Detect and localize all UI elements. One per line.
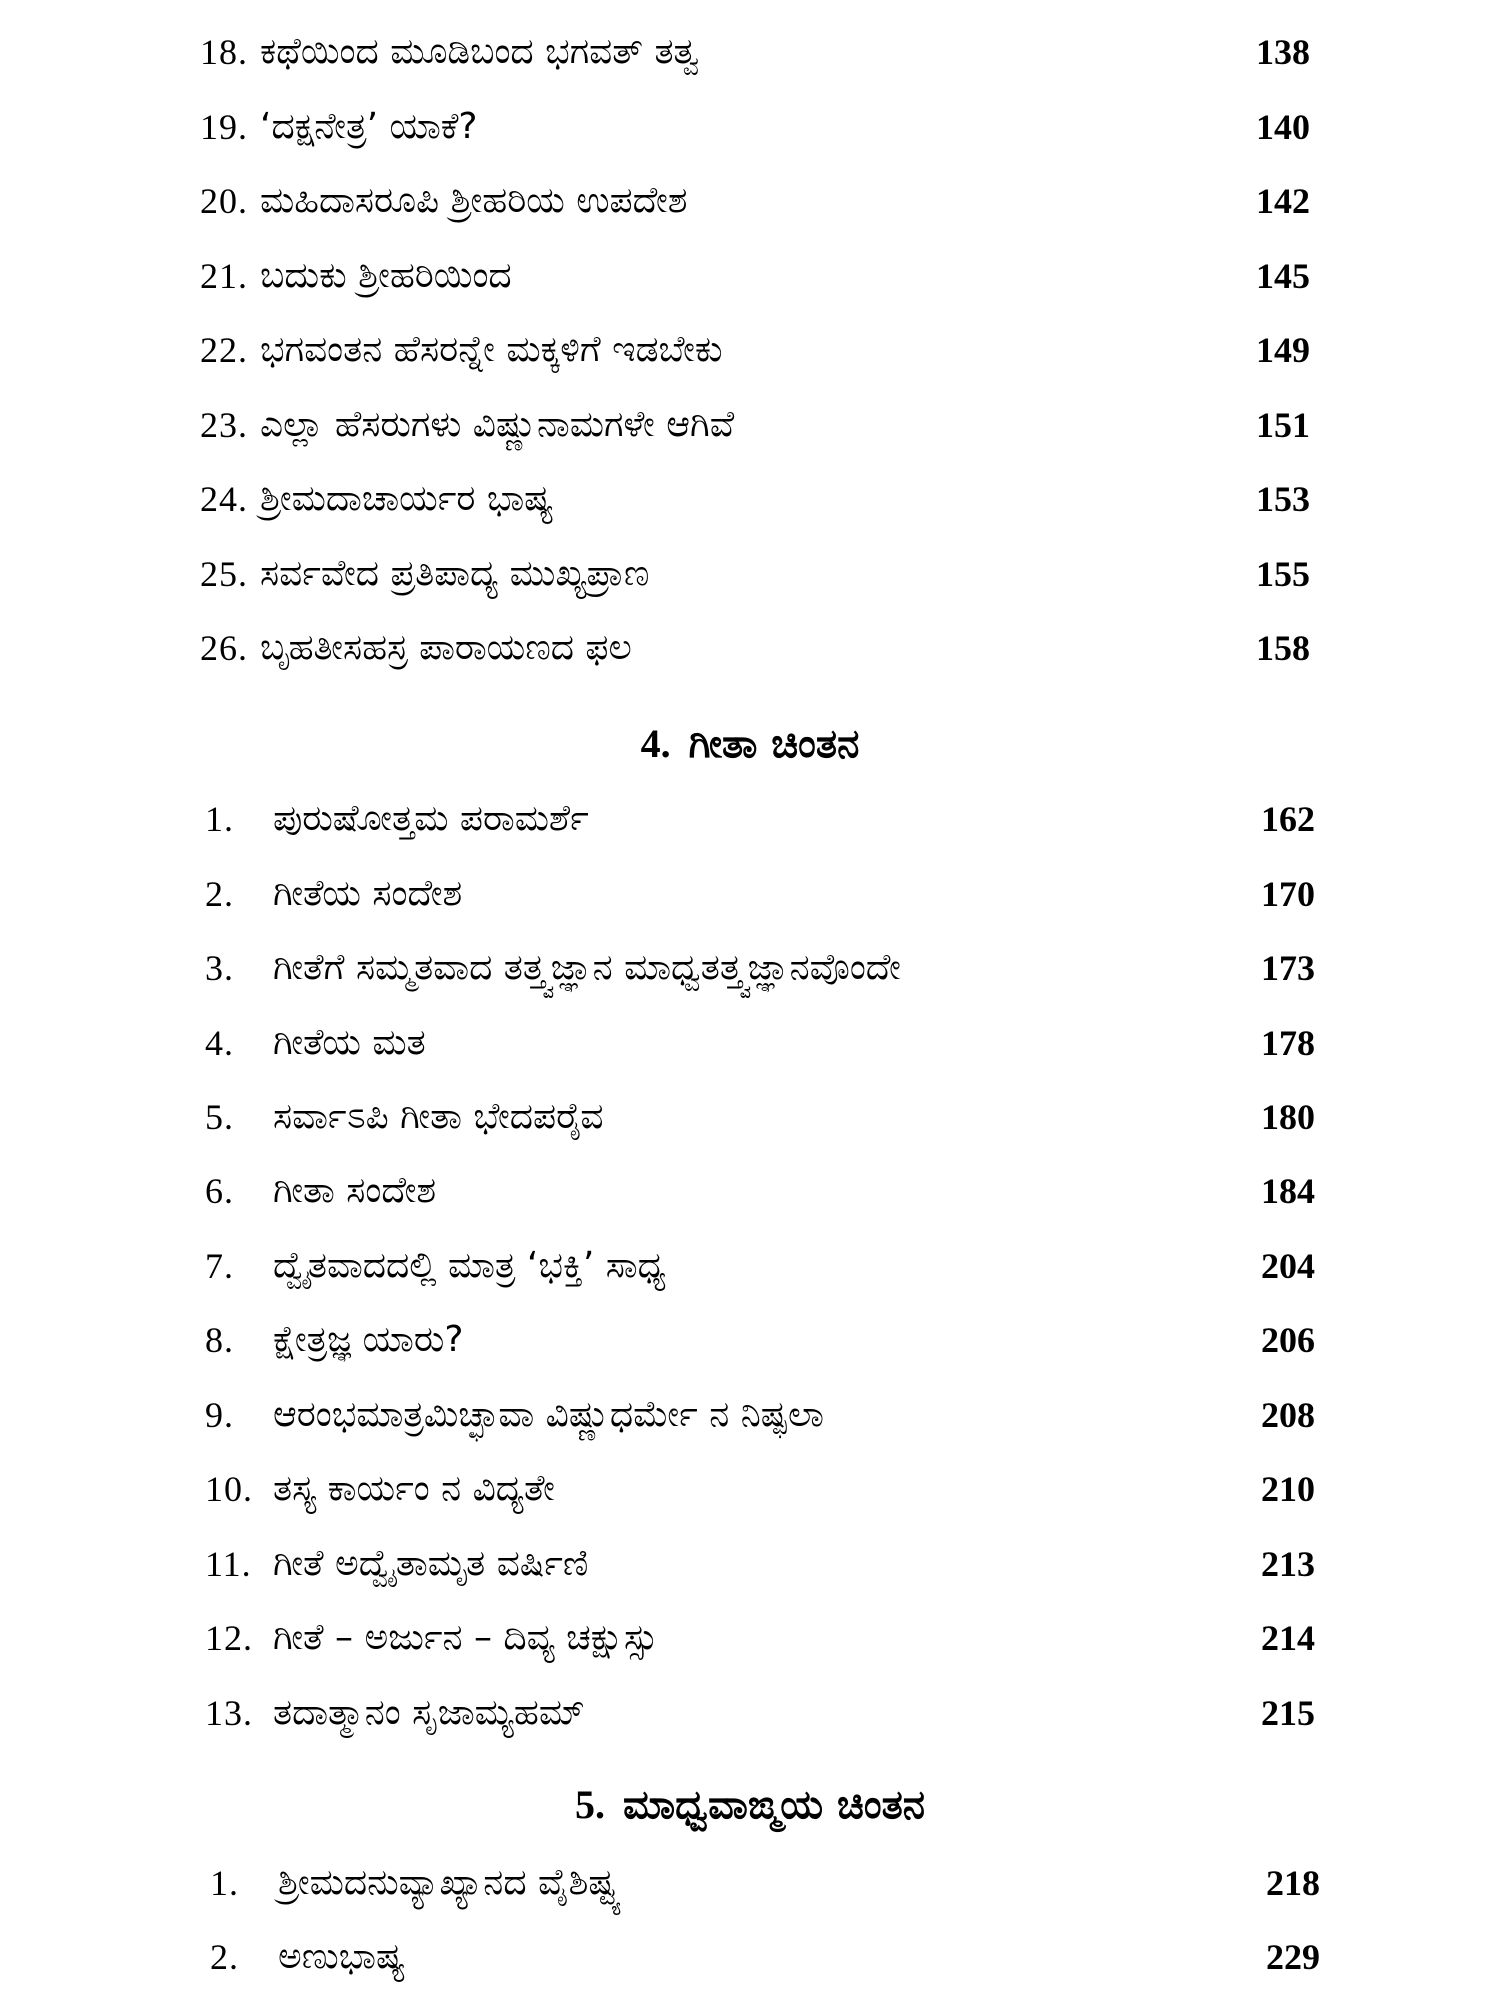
section-heading	[0, 1773, 1500, 1837]
entry-page: 173	[1261, 948, 1315, 988]
entry-title: ಕ್ಷೇತ್ರಜ್ಞ ಯಾರು?	[273, 1319, 464, 1360]
toc-entry	[210, 1927, 1320, 1987]
toc-entry	[205, 1236, 1315, 1296]
entry-number: 5.	[205, 1097, 234, 1137]
entry-number: 4.	[205, 1023, 234, 1063]
toc-entry	[210, 1853, 1320, 1913]
entry-number: 12.	[205, 1618, 253, 1658]
entry-number: 21.	[200, 256, 248, 296]
entry-title: ‘ದಕ್ಷನೇತ್ರ’ ಯಾಕೆ?	[260, 106, 478, 147]
entry-number: 2.	[210, 1937, 239, 1977]
entry-page: 153	[1256, 479, 1310, 519]
toc-entry	[200, 544, 1310, 604]
toc-entry	[205, 1087, 1315, 1147]
entry-number: 24.	[200, 479, 248, 519]
entry-number: 3.	[205, 948, 234, 988]
entry-page: 140	[1256, 107, 1310, 147]
entry-page: 208	[1261, 1395, 1315, 1435]
entry-number: 9.	[205, 1395, 234, 1435]
entry-page: 145	[1256, 256, 1310, 296]
entry-title: ಶ್ರೀಮದಾಚಾರ್ಯರ ಭಾಷ್ಯ	[260, 478, 554, 519]
entry-title: ಗೀತೆ – ಅರ್ಜುನ – ದಿವ್ಯ ಚಕ್ಷುಸ್ಸು	[273, 1617, 658, 1658]
entry-number: 20.	[200, 181, 248, 221]
entry-title: ಗೀತಾ ಸಂದೇಶ	[273, 1170, 437, 1211]
toc-entry	[200, 320, 1310, 380]
entry-title: ಕಥೆಯಿಂದ ಮೂಡಿಬಂದ ಭಗವತ್ ತತ್ವ	[260, 31, 700, 72]
entry-page: 218	[1266, 1863, 1320, 1903]
entry-title: ಪುರುಷೋತ್ತಮ ಪರಾಮರ್ಶೆ	[273, 798, 589, 839]
entry-page: 158	[1256, 628, 1310, 668]
entry-page: 206	[1261, 1320, 1315, 1360]
entry-title: ಮಹಿದಾಸರೂಪಿ ಶ್ರೀಹರಿಯ ಉಪದೇಶ	[260, 180, 688, 221]
toc-entry	[205, 1310, 1315, 1370]
entry-page: 204	[1261, 1246, 1315, 1286]
entry-title: ಬದುಕು ಶ್ರೀಹರಿಯಿಂದ	[260, 255, 512, 296]
entry-number: 1.	[205, 799, 234, 839]
entry-number: 1.	[210, 1863, 239, 1903]
entry-title: ಸರ್ವಾಽಪಿ ಗೀತಾ ಭೇದಪರೈವ	[273, 1096, 604, 1137]
entry-page: 138	[1256, 32, 1310, 72]
toc-entry	[200, 469, 1310, 529]
entry-page: 149	[1256, 330, 1310, 370]
toc-entry	[205, 789, 1315, 849]
entry-page: 214	[1261, 1618, 1315, 1658]
entry-title: ಸರ್ವವೇದ ಪ್ರತಿಪಾದ್ಯ ಮುಖ್ಯಪ್ರಾಣ	[260, 553, 650, 594]
entry-number: 6.	[205, 1171, 234, 1211]
toc-entry	[200, 395, 1310, 455]
entry-page: 215	[1261, 1693, 1315, 1733]
section-heading	[0, 712, 1500, 776]
entry-title: ಗೀತೆ ಅದ್ವೈತಾಮೃತ ವರ್ಷಿಣಿ	[273, 1543, 589, 1584]
entry-title: ತದಾತ್ಮಾನಂ ಸೃಜಾಮ್ಯಹಮ್	[273, 1692, 585, 1733]
entry-page: 170	[1261, 874, 1315, 914]
toc-entry	[205, 938, 1315, 998]
toc-entry	[200, 97, 1310, 157]
toc-entry	[200, 22, 1310, 82]
toc-entry	[205, 1534, 1315, 1594]
entry-title: ಗೀತೆಯ ಮತ	[273, 1022, 426, 1063]
entry-number: 18.	[200, 32, 248, 72]
entry-title: ಎಲ್ಲಾ ಹೆಸರುಗಳು ವಿಷ್ಣುನಾಮಗಳೇ ಆಗಿವೆ	[260, 404, 735, 445]
entry-page: 229	[1266, 1937, 1320, 1977]
entry-title: ಭಗವಂತನ ಹೆಸರನ್ನೇ ಮಕ್ಕಳಿಗೆ ಇಡಬೇಕು	[260, 329, 723, 370]
entry-page: 162	[1261, 799, 1315, 839]
toc-entry	[205, 1013, 1315, 1073]
entry-title: ದ್ವೈತವಾದದಲ್ಲಿ ಮಾತ್ರ ‘ಭಕ್ತಿ’ ಸಾಧ್ಯ	[273, 1245, 666, 1286]
toc-entry	[205, 1161, 1315, 1221]
entry-title: ಬೃಹತೀಸಹಸ್ರ ಪಾರಾಯಣದ ಫಲ	[260, 627, 632, 668]
entry-page: 213	[1261, 1544, 1315, 1584]
entry-title: ಅಣುಭಾಷ್ಯ	[278, 1936, 406, 1977]
entry-title: ತಸ್ಯ ಕಾರ್ಯಂ ನ ವಿದ್ಯತೇ	[273, 1468, 555, 1509]
toc-entry	[205, 1683, 1315, 1743]
entry-page: 155	[1256, 554, 1310, 594]
toc-entry	[205, 1385, 1315, 1445]
entry-page: 180	[1261, 1097, 1315, 1137]
toc-entry	[200, 618, 1310, 678]
entry-number: 10.	[205, 1469, 253, 1509]
section-number: 5.	[574, 1782, 605, 1827]
toc-entry	[200, 171, 1310, 231]
entry-number: 2.	[205, 874, 234, 914]
entry-number: 26.	[200, 628, 248, 668]
entry-number: 19.	[200, 107, 248, 147]
entry-number: 8.	[205, 1320, 234, 1360]
entry-page: 178	[1261, 1023, 1315, 1063]
section-title: ಮಾಧ್ವವಾಙ್ಮಯ ಚಿಂತನ	[622, 1782, 926, 1828]
entry-number: 7.	[205, 1246, 234, 1286]
entry-title: ಆರಂಭಮಾತ್ರಮಿಚ್ಛಾವಾ ವಿಷ್ಣುಧರ್ಮೇ ನ ನಿಷ್ಫಲಾ	[273, 1394, 825, 1435]
entry-page: 142	[1256, 181, 1310, 221]
toc-entry	[200, 246, 1310, 306]
section-number: 4.	[640, 721, 671, 766]
entry-number: 22.	[200, 330, 248, 370]
toc-entry	[205, 864, 1315, 924]
entry-page: 184	[1261, 1171, 1315, 1211]
entry-title: ಗೀತೆಯ ಸಂದೇಶ	[273, 873, 463, 914]
entry-number: 23.	[200, 405, 248, 445]
toc-entry	[205, 1459, 1315, 1519]
entry-title: ಗೀತೆಗೆ ಸಮ್ಮತವಾದ ತತ್ತ್ವಜ್ಞಾನ ಮಾಧ್ವತತ್ತ್ವಜ್ಞಾನವೊಂದೇ	[273, 947, 901, 988]
entry-number: 25.	[200, 554, 248, 594]
entry-number: 11.	[205, 1544, 252, 1584]
entry-page: 210	[1261, 1469, 1315, 1509]
entry-page: 151	[1256, 405, 1310, 445]
entry-number: 13.	[205, 1693, 253, 1733]
section-title: ಗೀತಾ ಚಿಂತನ	[688, 721, 860, 767]
toc-entry	[205, 1608, 1315, 1668]
entry-title: ಶ್ರೀಮದನುವ್ಯಾಖ್ಯಾನದ ವೈಶಿಷ್ಟ್ಯ	[278, 1862, 622, 1903]
